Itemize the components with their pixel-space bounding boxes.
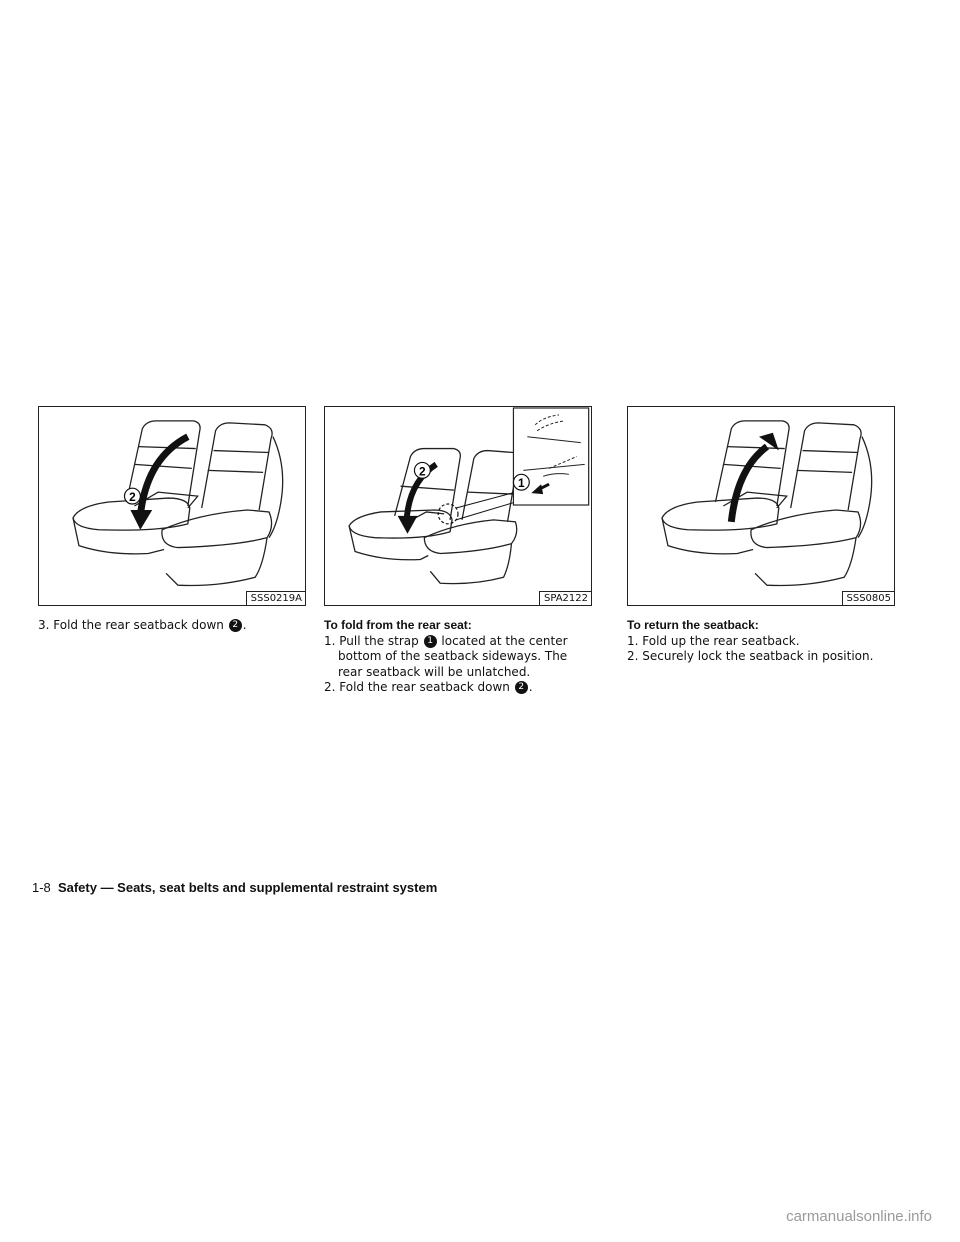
callout-2-marker: 2	[515, 681, 528, 694]
figure-1	[38, 406, 306, 606]
callout-2-marker: 2	[229, 619, 242, 632]
step-2: 2. Securely lock the seatback in position.	[627, 649, 874, 663]
step-text: 1. Pull the strap	[324, 633, 419, 648]
callout-2: 2	[419, 464, 426, 479]
step-text: 3. Fold the rear seatback down	[38, 618, 224, 632]
figure-2	[324, 406, 592, 606]
figure-code: SSS0805	[842, 591, 895, 605]
section-title: Safety — Seats, seat belts and supplemental restraint system	[57, 880, 438, 895]
step-text-end: .	[242, 618, 247, 632]
page-footer	[32, 880, 437, 896]
rear-seat-strap-illustration	[325, 407, 591, 605]
column-2	[324, 618, 592, 696]
callout-1: 1	[518, 476, 525, 491]
section-heading: To fold from the rear seat:	[324, 618, 472, 632]
rear-seat-illustration-1	[39, 407, 305, 605]
rear-seat-illustration-3	[628, 407, 894, 605]
watermark: carmanualsonline.info	[786, 1208, 932, 1225]
column-3	[627, 618, 895, 665]
callout-1-marker: 1	[424, 635, 437, 648]
step-text-end: .	[528, 680, 533, 694]
figure-code: SSS0219A	[246, 591, 305, 605]
step-1	[324, 634, 592, 681]
step-1: 1. Fold up the rear seatback.	[627, 633, 800, 648]
step-3	[38, 618, 306, 634]
callout-2: 2	[129, 490, 136, 505]
column-1	[38, 618, 306, 634]
step-text-cont: located at the center bottom of the seatback sideways. The rear seatback will be unlatched.	[338, 633, 568, 679]
page-number: 1-8	[32, 880, 51, 895]
figure-code: SPA2122	[539, 591, 591, 605]
step-2	[324, 680, 592, 696]
step-text: 2. Fold the rear seatback down	[324, 680, 510, 694]
figure-3	[627, 406, 895, 606]
section-heading: To return the seatback:	[627, 618, 759, 632]
